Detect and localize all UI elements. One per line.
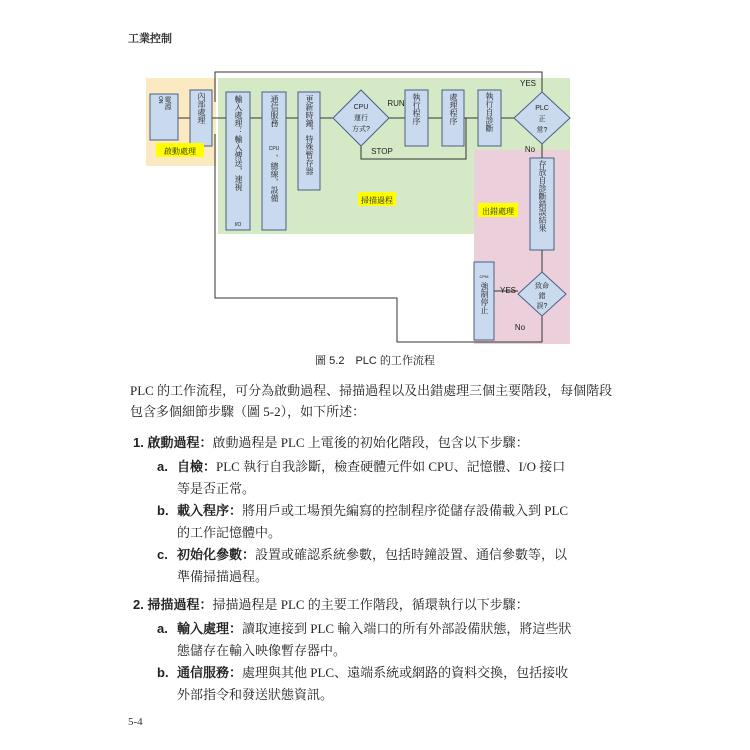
self-diag-text: 執行自診斷 (485, 92, 494, 132)
comm-tail-text: 、總線，設備 (270, 154, 279, 202)
section-2a-label: 輸入處理： (177, 621, 243, 636)
section-1b-text: 將用戶或工場預先編寫的控制程序從儲存設備載入到 PLC 的工作記憶體中。 (177, 503, 569, 540)
figure-caption: 圖 5.2 PLC 的工作流程 (315, 355, 435, 367)
section-1a (157, 456, 575, 500)
section-2-text: 掃描過程是 PLC 的主要工作階段，循環執行以下步驟： (212, 597, 529, 612)
execute-text: 執行程序 (412, 93, 421, 125)
comm-subtext: CPU (268, 146, 280, 152)
force-stop-text: 強制停止 (480, 282, 489, 314)
section-2a-text: 讀取連接到 PLC 輸入端口的所有外部設備狀態，將這些狀態儲存在輸入映像暫存器中。 (177, 621, 572, 658)
section-1c-letter: c. (157, 547, 168, 562)
section-1-label: 1. 啟動過程： (133, 435, 213, 450)
section-1c-label: 初始化參數： (177, 547, 256, 562)
section-2b-text: 處理與其他 PLC、遠端系統或網路的資料交換，包括接收外部指令和發送狀態資訊。 (177, 665, 569, 702)
power-on-subtext: ON (157, 96, 163, 104)
section-2-heading (133, 594, 529, 615)
scan-region-label: 掃描過程 (361, 196, 393, 205)
cpu-mode-text-1: CPU (353, 104, 369, 111)
stop-label: STOP (371, 147, 393, 156)
section-1c-text: 設置或確認系統參數，包括時鐘設置、通信參數等，以準備掃描過程。 (177, 547, 568, 584)
run-label: RUN (387, 99, 405, 108)
store-diag-text: 存放自診斷錯誤結果 (538, 160, 547, 232)
fatal-text-2: 錯 (538, 293, 546, 300)
force-stop-pretext: CPM (479, 274, 489, 279)
input-subtext: I/O (234, 222, 242, 228)
internal-text: 內部處理 (197, 92, 206, 124)
yes-bottom-label: YES (499, 286, 517, 295)
section-2-label: 2. 掃描過程： (133, 597, 213, 612)
plc-ok-text-1: PLC (535, 105, 549, 112)
boot-region-label: 啟動處理 (164, 147, 196, 156)
section-1-heading (133, 432, 529, 453)
plc-flow-diagram (0, 0, 750, 350)
section-2a-letter: a. (157, 621, 168, 636)
plc-ok-text-2: 正 (538, 116, 546, 123)
section-2b-letter: b. (157, 665, 169, 680)
section-2b-label: 通信服務： (177, 665, 243, 680)
fatal-text-3: 誤? (536, 303, 548, 310)
process-text: 處理程序 (449, 93, 458, 125)
cpu-mode-text-3: 方式? (352, 126, 370, 133)
section-2b (157, 662, 575, 706)
update-text: 更新時鐘，特殊暫存器 (305, 95, 314, 175)
power-on-text: 電源 (164, 96, 171, 110)
yes-top-label: YES (519, 79, 537, 88)
section-1a-text: PLC 執行自我診斷，檢查硬體元件如 CPU、記憶體、I/O 接口等是否正常。 (177, 459, 566, 496)
comm-text: 通信服務 (270, 95, 279, 127)
section-1b-label: 載入程序： (177, 503, 243, 518)
section-1b-letter: b. (157, 503, 169, 518)
error-region-label: 出錯處理 (482, 207, 514, 216)
plc-ok-text-3: 常? (536, 127, 548, 134)
no-bottom-label: No (514, 323, 526, 332)
no-top-label: No (524, 145, 536, 154)
intro-paragraph: PLC 的工作流程，可分為啟動過程、掃描過程以及出錯處理三個主要階段，每個階段包含多個細節步驟（圖 5-2），如下所述： (130, 383, 613, 419)
page-number: 5-4 (128, 716, 143, 728)
fatal-text-1: 致命 (535, 283, 549, 290)
cpu-mode-text-2: 運行 (354, 115, 368, 122)
input-text: 輸入處理：輸入傳送，速視 (234, 95, 243, 191)
section-1a-letter: a. (157, 459, 168, 474)
section-1-text: 啟動過程是 PLC 上電後的初始化階段，包含以下步驟： (212, 435, 529, 450)
section-1a-label: 自檢： (177, 459, 217, 474)
section-2a (157, 618, 575, 662)
page-header: 工業控制 (128, 33, 172, 45)
section-1b (157, 500, 575, 544)
section-1c (157, 544, 575, 588)
